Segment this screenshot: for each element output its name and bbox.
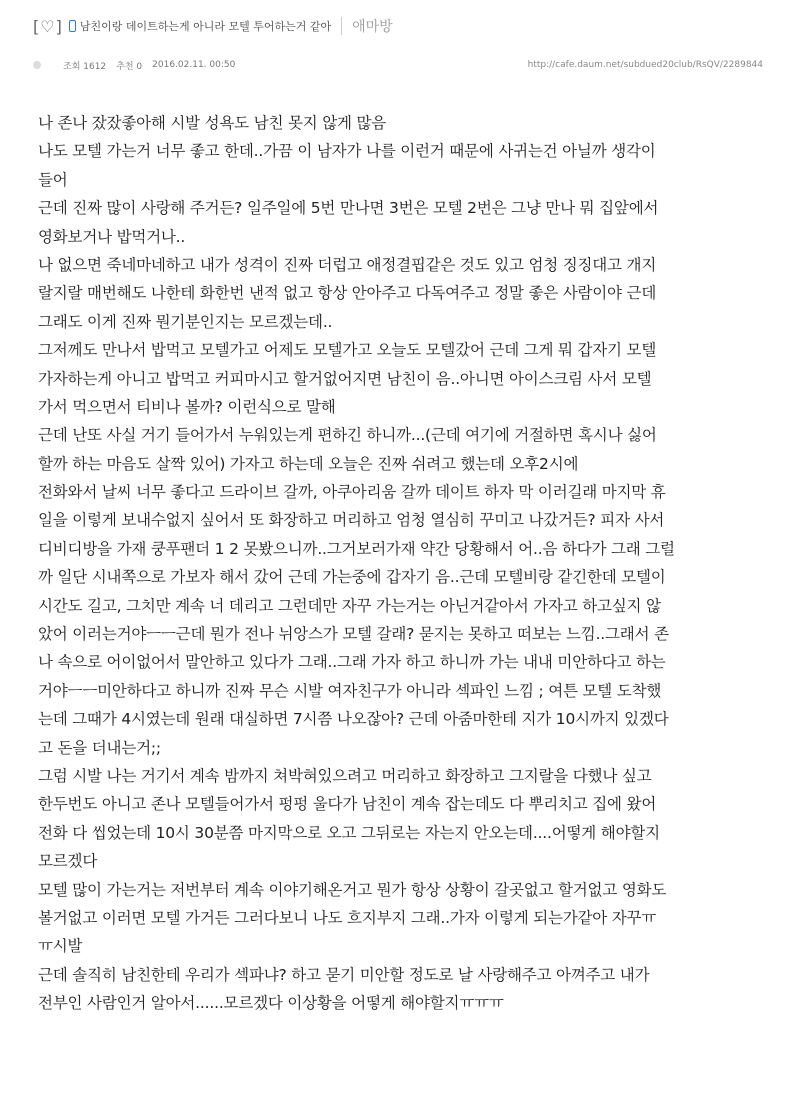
board-name[interactable]: 애마방 bbox=[352, 19, 393, 35]
body-line: 전화 다 씹었는데 10시 30분쯤 마지막으로 오고 그뒤로는 자는지 안오는데....어떻게 해야할지 bbox=[38, 823, 660, 842]
post-title[interactable]: 남친이랑 데이트하는게 아니라 모텔 투어하는거 같아 bbox=[79, 20, 332, 33]
heart-bracket: [♡] bbox=[33, 16, 63, 36]
body-line: 근데 진짜 많이 사랑해 주거든? 일주일에 5번 만나면 3번은 모텔 2번은 그냥 만나 뭐 집앞에서 bbox=[38, 199, 659, 218]
body-line: 영화보거나 밥먹거나.. bbox=[38, 227, 186, 246]
body-line: 나 없으면 죽네마네하고 내가 성격이 진짜 더럽고 애정결핍같은 것도 있고 엄청 징징대고 개지 bbox=[38, 255, 657, 274]
body-line: 랄지랄 매번해도 나한테 화한번 낸적 없고 항상 안아주고 다독여주고 정말 좋은 사람이야 근데 bbox=[38, 284, 657, 303]
view-count: 조회 1612 bbox=[63, 61, 107, 72]
body-line: 일을 이렇게 보내수없지 싶어서 또 화장하고 머리하고 엄청 열심히 꾸미고 나갔거든? 피자 사서 bbox=[38, 511, 665, 530]
body-line: 그럼 시발 나는 거기서 계속 밤까지 쳐박혀있으려고 머리하고 화장하고 그지랄을 다했나 싶고 bbox=[38, 766, 652, 785]
post-datetime: 2016.02.11. 00:50 bbox=[152, 60, 236, 70]
body-line: ㅠ시발 bbox=[38, 937, 83, 956]
body-line: 가자하는게 아니고 밥먹고 커피마시고 할거없어지면 남친이 음..아니면 아이스크림 사서 모텔 bbox=[38, 369, 652, 388]
body-line: 그래도 이게 진짜 뭔기분인지는 모르겠는데.. bbox=[38, 312, 333, 331]
body-line: 그저께도 만나서 밥먹고 모텔가고 어제도 모텔가고 오늘도 모텔갔어 근데 그게 뭐 갑자기 모텔 bbox=[38, 341, 657, 360]
body-line: 들어 bbox=[38, 170, 68, 189]
body-line: 디비디방을 가재 쿵푸팬더 1 2 못봤으니까..그거보러가재 약간 당황해서 어..음 하다가 그래 그럴 bbox=[38, 539, 675, 558]
body-line: 는데 그때가 4시였는데 원래 대실하면 7시쯤 나오잖아? 근데 아줌마한테 지가 10시까지 있겠다 bbox=[38, 710, 669, 729]
body-line: 거야ㅡㅡ미안하다고 하니까 진짜 무슨 시발 여자친구가 아니라 섹파인 느낌 ; 여튼 모텔 도착했 bbox=[38, 681, 662, 700]
header-divider bbox=[341, 17, 342, 35]
body-line: 까 일단 시내쪽으로 가보자 해서 갔어 근데 가는중에 갑자기 음..근데 모텔비랑 같긴한데 모텔이 bbox=[38, 568, 666, 587]
post-url[interactable]: http://cafe.daum.net/subdued20club/RsQV/2289844 bbox=[527, 60, 763, 70]
body-line: 전부인 사람인거 알아서......모르겠다 이상황을 어떻게 해야할지ㅠㅠㅠ bbox=[38, 994, 504, 1013]
body-line: 한두번도 아니고 존나 모텔들어가서 펑펑 울다가 남친이 계속 잡는데도 다 뿌리치고 집에 왔어 bbox=[38, 795, 657, 814]
body-line: 모텔 많이 가는거는 저번부터 계속 이야기해온거고 뭔가 항상 상황이 갈곳없고 할거없고 영화도 bbox=[38, 880, 667, 899]
body-line: 근데 난또 사실 거기 들어가서 누워있는게 편하긴 하니까...(근데 여기에 거절하면 혹시나 싫어 bbox=[38, 426, 657, 445]
body-line: 나도 모텔 가는거 너무 좋고 한데..가끔 이 남자가 나를 이런거 때문에 사귀는건 아닐까 생각이 bbox=[38, 142, 656, 161]
body-line: 가서 먹으면서 티비나 볼까? 이런식으로 말해 bbox=[38, 397, 336, 416]
author-avatar[interactable] bbox=[33, 61, 41, 69]
body-line: 나 속으로 어이없어서 말안하고 있다가 그래..그래 가자 하고 하니까 가는 내내 미안하다고 하는 bbox=[38, 653, 666, 672]
body-line: 고 돈을 더내는거;; bbox=[38, 738, 161, 757]
body-line: 볼거없고 이러면 모텔 가거든 그러다보니 나도 흐지부지 그래..가자 이렇게 되는가같아 자꾸ㅠ bbox=[38, 908, 657, 927]
body-line: 전화와서 날씨 너무 좋다고 드라이브 갈까, 아쿠아리움 갈까 데이트 하자 막 이러길래 마지막 휴 bbox=[38, 483, 666, 502]
body-line: 모르겠다 bbox=[38, 852, 98, 871]
post-body bbox=[38, 109, 773, 1018]
mobile-icon bbox=[69, 20, 76, 32]
body-line: 할까 하는 마음도 살짝 있어) 가자고 하는데 오늘은 진짜 쉬려고 했는데 오후2시에 bbox=[38, 454, 579, 473]
post-header bbox=[33, 12, 773, 40]
body-line: 근데 솔직히 남친한테 우리가 섹파냐? 하고 묻기 미안할 정도로 날 사랑해주고 아껴주고 내가 bbox=[38, 965, 650, 984]
body-line: 나 존나 잤잤좋아해 시발 성욕도 남친 못지 않게 많음 bbox=[38, 114, 387, 132]
recommend-count: 추천 0 bbox=[116, 61, 143, 72]
post-meta bbox=[33, 58, 763, 72]
body-line: 시간도 길고, 그치만 계속 너 데리고 그런데만 자꾸 가는거는 아닌거같아서 가자고 하고싶지 않 bbox=[38, 596, 661, 615]
body-line: 았어 이러는거야ㅡㅡ근데 뭔가 전나 뉘앙스가 모텔 갈래? 묻지는 못하고 떠보는 느낌..그래서 존 bbox=[38, 625, 669, 644]
